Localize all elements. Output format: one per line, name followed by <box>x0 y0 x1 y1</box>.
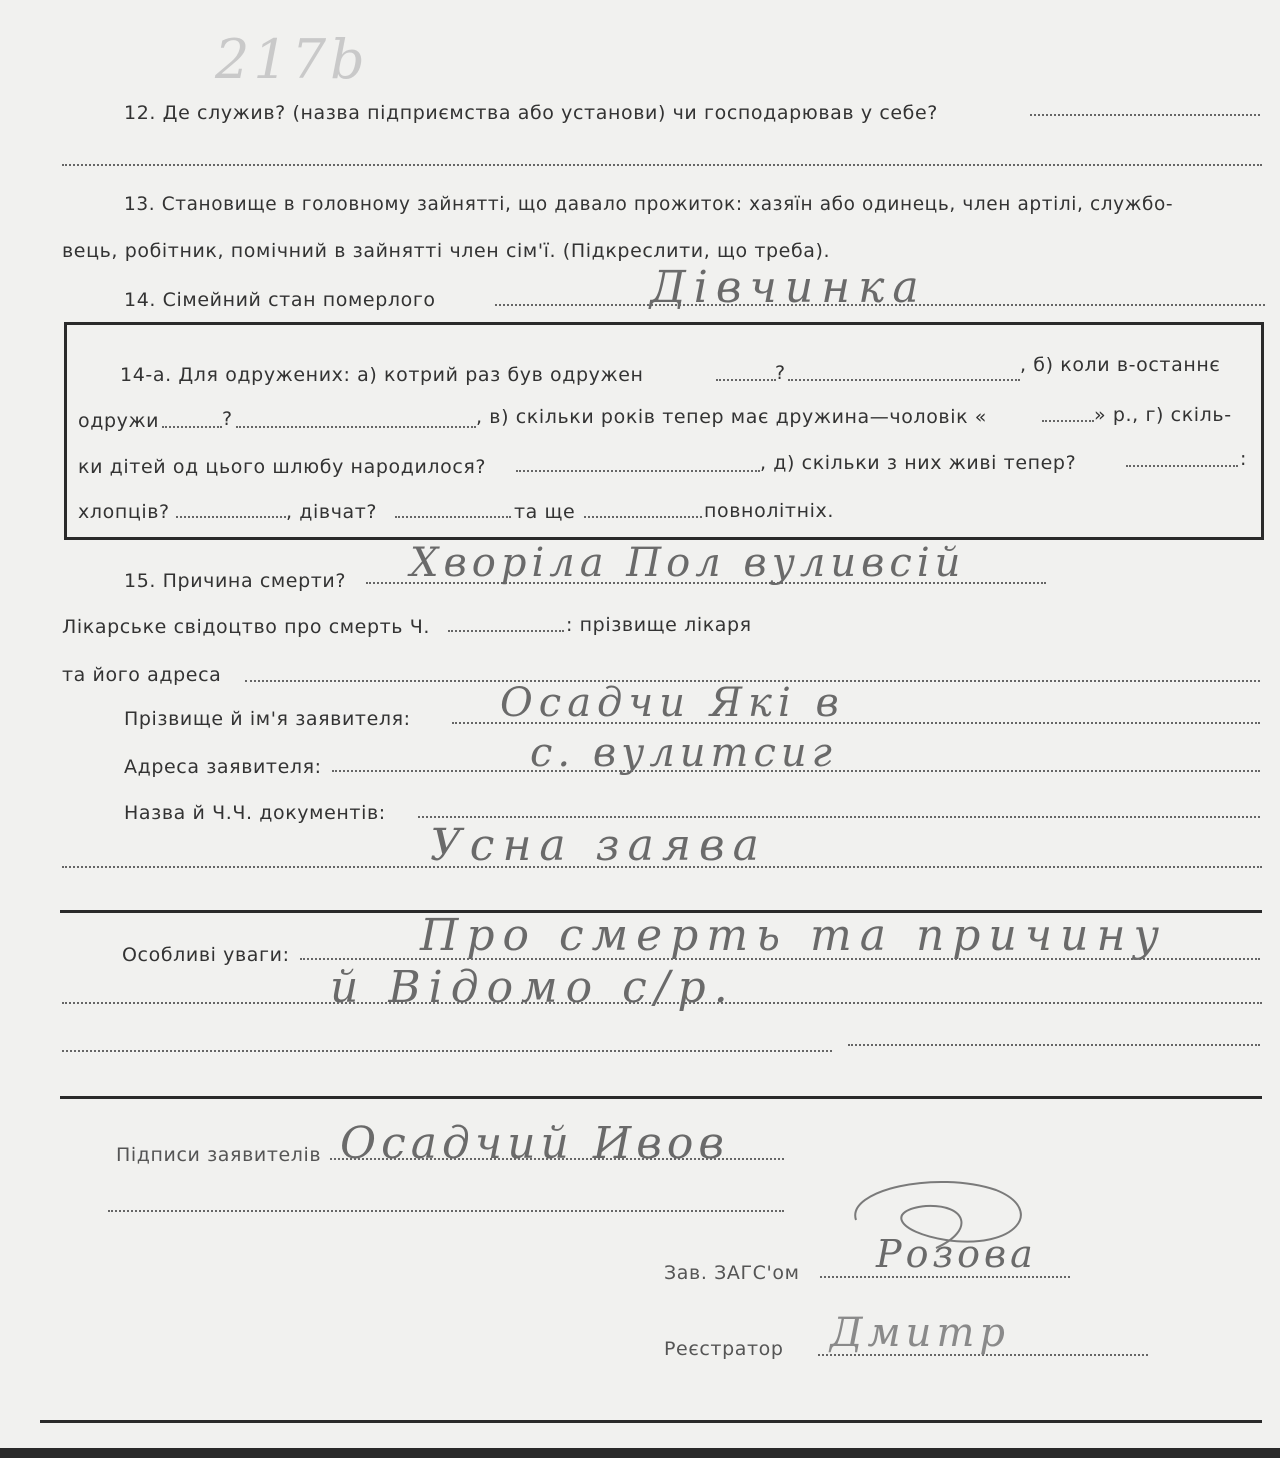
med-cert-number-line <box>448 630 564 632</box>
q14a-dots-9 <box>395 516 511 518</box>
q14-label: 14. Сімейний стан померлого <box>124 289 436 311</box>
archive-number: 217b <box>215 28 369 91</box>
remarks-answer-line-2: й Відомо с/р. <box>330 962 736 1013</box>
q15-label: 15. Причина смерти? <box>124 570 347 592</box>
q14a-line-1-b: , б) коли в-останнє <box>1020 354 1221 376</box>
scan-edge <box>0 1448 1280 1458</box>
q14a-line-1-a: 14-а. Для одружених: а) котрий раз був одружен <box>120 364 644 386</box>
q14a-line-4-b: , дівчат? <box>286 501 378 523</box>
registrar-label: Реєстратор <box>664 1338 784 1360</box>
applicant-docs-answer: Усна заява <box>430 820 767 871</box>
q12-answer-line <box>1030 114 1260 116</box>
remarks-line-3a <box>62 1050 832 1052</box>
applicant-docs-line <box>418 816 1260 818</box>
registrar-signature: Дмитр <box>830 1310 1010 1356</box>
applicant-address-label: Адреса заявителя: <box>124 756 322 778</box>
med-cert-address-label: та його адреса <box>62 664 222 686</box>
med-cert-label: Лікарське свідоцтво про смерть Ч. <box>62 616 430 638</box>
applicants-signature-label: Підписи заявителів <box>116 1144 322 1166</box>
q14a-line-1-q: ? <box>775 362 786 384</box>
applicant-docs-label: Назва й Ч.Ч. документів: <box>124 802 386 824</box>
applicants-signature-line-2 <box>108 1210 784 1212</box>
q14a-line-2-a: одружи <box>78 410 160 432</box>
q14a-line-4-d: повнолітніх. <box>704 500 834 522</box>
section-divider-3 <box>40 1420 1262 1423</box>
applicant-name-label: Прізвище й ім'я заявителя: <box>124 708 411 730</box>
q14a-dots-5 <box>1042 420 1094 422</box>
q15-answer: Хворіла Пол вуливсій <box>410 540 966 586</box>
q14a-line-4-a: хлопців? <box>78 501 170 523</box>
zags-signature-line <box>820 1276 1070 1278</box>
remarks-label: Особливі уваги: <box>122 944 290 966</box>
remarks-answer-line-1: Про смерть та причину <box>420 910 1168 961</box>
applicants-signature: Осадчий Ивов <box>340 1118 729 1169</box>
q14a-line-4-c: та ще <box>514 501 576 523</box>
q14a-dots-7 <box>1126 465 1238 467</box>
q12-answer-line-2 <box>62 164 1262 166</box>
q14a-dots-3 <box>162 426 222 428</box>
q14a-line-3-a: ки дітей од цього шлюбу народилося? <box>78 456 487 478</box>
section-divider-2 <box>60 1096 1262 1099</box>
med-cert-doctor-label: : прізвище лікаря <box>566 614 752 636</box>
q14a-line-3-b: , д) скільки з них живі тепер? <box>760 452 1077 474</box>
q14a-line-3-c: : <box>1240 448 1248 470</box>
q14a-dots-10 <box>584 516 702 518</box>
q14a-line-2-c: » р., г) скіль- <box>1094 404 1232 426</box>
zags-label: Зав. ЗАГС'ом <box>664 1262 800 1284</box>
applicant-name-answer: Осадчи Які в <box>500 680 845 726</box>
q14a-line-2-q: ? <box>222 408 233 430</box>
q14a-dots-8 <box>176 516 286 518</box>
q14a-dots-1 <box>716 379 776 381</box>
q14-answer: Дівчинка <box>650 262 927 313</box>
q14a-dots-4 <box>236 426 476 428</box>
q13-line-2: вець, робітник, помічний в зайнятті член сім'ї. (Підкреслити, що треба). <box>62 240 831 262</box>
q14a-dots-2 <box>788 379 1020 381</box>
q14a-line-2-b: , в) скільки років тепер має дружина—чоловік « <box>476 406 988 428</box>
q12-label: 12. Де служив? (назва підприємства або установи) чи господарював у себе? <box>124 102 938 124</box>
applicant-address-answer: с. вулитсиг <box>530 730 837 776</box>
q14a-dots-6 <box>516 470 760 472</box>
q13-line-1: 13. Становище в головному зайнятті, що давало прожиток: хазяїн або одинець, член артілі, службо- <box>124 194 1174 215</box>
remarks-line-3b <box>848 1044 1260 1046</box>
zags-signature: Розова <box>876 1232 1037 1276</box>
